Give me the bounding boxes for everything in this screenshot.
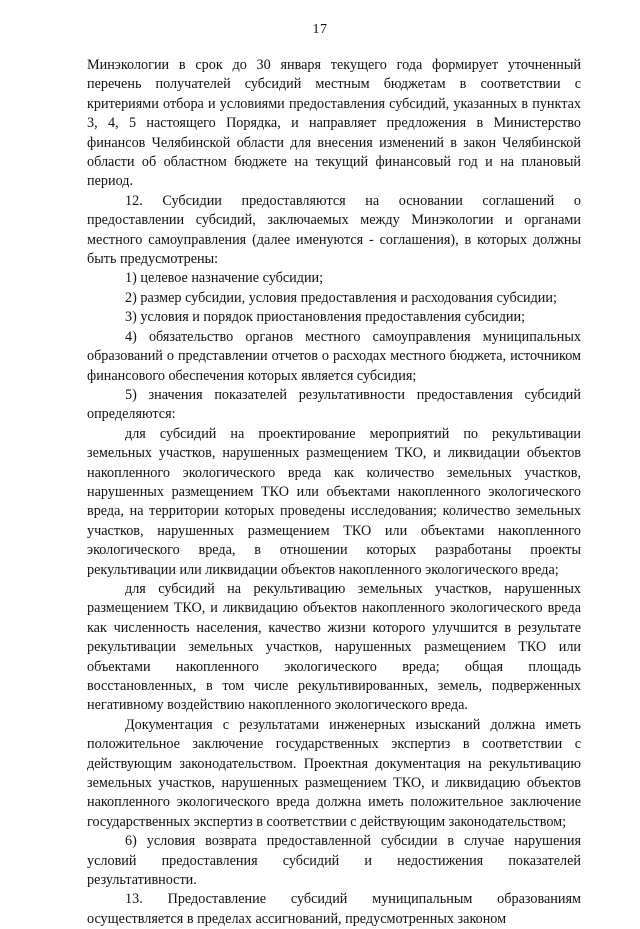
list-item-5: 5) значения показателей результативности предоставления субсидий определяются: [87, 386, 581, 423]
list-item-6: 6) условия возврата предоставленной субсидии в случае нарушения условий предоставления субсидий и недостижения показателей результативности. [87, 833, 581, 889]
document-body [87, 56, 581, 929]
page-number: 17 [312, 22, 328, 37]
paragraph-reclamation-subsidies: для субсидий на рекультивацию земельных участков, нарушенных размещением ТКО, и ликвидацию объектов накопленного экологического вреда как численность населения, качество жизни которого улучшится в результате рекультивации земельных участков, нарушенных размещением ТКО или объектами накопленного экологического вреда; общая площадь восстановленных, в том числе рекультивированных, земель, подверженных негативному воздействию накопленного экологического вреда. [87, 580, 581, 714]
list-item-3: 3) условия и порядок приостановления предоставления субсидии; [125, 309, 526, 326]
list-item-2: 2) размер субсидии, условия предоставления и расходования субсидии; [125, 289, 557, 306]
paragraph-clause-12: 12. Субсидии предоставляются на основании соглашений о предоставлении субсидий, заключаемых между Минэкологии и органами местного самоуправления (далее именуются - соглашения), в которых должны быть предусмотрены: [87, 192, 581, 268]
list-item-1: 1) целевое назначение субсидии; [125, 270, 324, 287]
paragraph-clause-13: 13. Предоставление субсидий муниципальным образованиям осуществляется в пределах ассигнований, предусмотренных законом [87, 891, 581, 927]
paragraph-intro: Минэкологии в срок до 30 января текущего года формирует уточненный перечень получателей субсидий местным бюджетам в соответствии с критериями отбора и условиями предоставления субсидий, указанных в пунктах 3, 4, 5 настоящего Порядка, и направляет предложения в Министерство финансов Челябинской области для внесения изменений в закон Челябинской области об областном бюджете на текущий финансовый год и на плановый период. [87, 57, 581, 190]
paragraph-design-subsidies: для субсидий на проектирование мероприятий по рекультивации земельных участков, нарушенных размещением ТКО, и ликвидации объектов накопленного экологического вреда как количество земельных участков, нарушенных размещением ТКО или объектами накопленного экологического вреда, на территории которых проведены исследования; количество земельных участков, нарушенных размещением ТКО или объектами накопленного экологического вреда, в отношении которых разработаны проекты рекультивации или ликвидации объектов накопленного экологического вреда; [87, 425, 581, 578]
list-item-4: 4) обязательство органов местного самоуправления муниципальных образований о представлении отчетов о расходах местного бюджета, источником финансового обеспечения которых является субсидия; [87, 328, 581, 384]
paragraph-documentation: Документация с результатами инженерных изысканий должна иметь положительное заключение государственных экспертиз в соответствии с действующим законодательством. Проектная документация на рекультивацию земельных участков, нарушенных размещением ТКО, и ликвидацию объектов накопленного экологического вреда должна иметь положительное заключение государственных экспертиз в соответствии с действующим законодательством; [87, 716, 581, 830]
